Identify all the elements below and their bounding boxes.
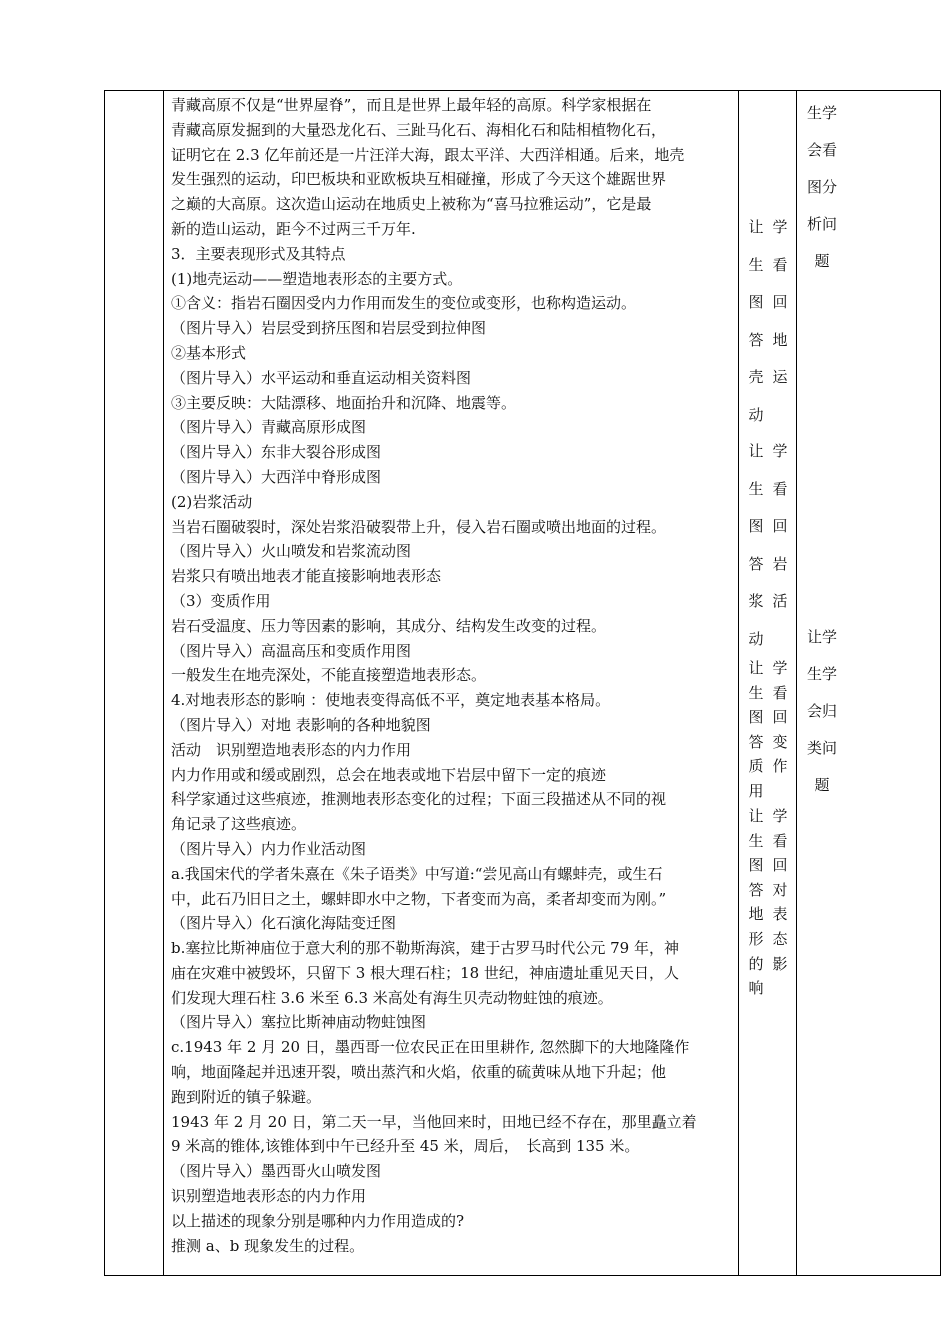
teaching-content [171,93,731,1258]
content-line: ①含义：指岩石圈因受内力作用而发生的变位或变形，也称构造运动。 [171,294,637,313]
design-intent-line: 图分 [806,178,837,196]
content-line: c.1943 年 2 月 20 日，墨西哥一位农民正在田里耕作, 忽然脚下的大地隆隆作 [171,1038,690,1057]
activity-left-chars: 让 生 图 答 壳 动 [748,218,764,424]
content-line: (1)地壳运动——塑造地表形态的主要方式。 [171,269,463,288]
content-line: （图片导入）化石演化海陆变迁图 [171,914,397,933]
content-line: 科学家通过这些痕迹，推测地表形态变化的过程；下面三段描述从不同的视 [171,790,667,809]
content-line: 发生强烈的运动，印巴板块和亚欧板块互相碰撞，形成了今天这个雄踞世界 [171,170,667,189]
content-line: 9 米高的锥体,该锥体到中午已经升至 45 米，周后， 长高到 135 米。 [171,1137,640,1156]
content-line: （图片导入）火山喷发和岩浆流动图 [171,542,412,561]
content-line: 之巅的大高原。这次造山运动在地质史上被称为“喜马拉雅运动”，它是最 [171,195,652,214]
content-line: （图片导入）墨西哥火山喷发图 [171,1162,382,1181]
design-intent-bottom [803,619,841,804]
content-line: 们发现大理石柱 3.6 米至 6.3 米高处有海生贝壳动物蛀蚀的痕迹。 [171,988,613,1007]
content-line: 青藏高原发掘到的大量恐龙化石、三趾马化石、海相化石和陆相植物化石， [171,120,667,139]
design-intent-line: 题 [814,252,830,270]
design-intent-line: 类问 [806,739,837,757]
activity-right-chars: 学 看 回 变 作 [772,659,788,776]
content-line: 内力作用或和缓或剧烈，总会在地表或地下岩层中留下一定的痕迹 [171,765,607,784]
content-line: 3．主要表现形式及其特点 [171,244,346,263]
column-divider [738,91,739,1275]
content-line: 一般发生在地壳深处，不能直接塑造地表形态。 [171,666,487,685]
activity-right-chars: 学 看 回 对 表 态 影 [772,807,788,973]
design-intent-line: 让学 [806,628,837,646]
content-line: （图片导入）青藏高原形成图 [171,418,367,437]
column-divider [163,91,164,1275]
design-intent-line: 生学 [806,665,837,683]
content-line: 岩浆只有喷出地表才能直接影响地表形态 [171,567,442,586]
content-line: 中，此石乃旧日之土，螺蚌即水中之物，下者变而为高，柔者却变而为刚。” [171,889,667,908]
column-divider [796,91,797,1275]
content-line: ③主要反映：大陆漂移、地面抬升和沉降、地震等。 [171,393,517,412]
content-line: b.塞拉比斯神庙位于意大利的那不勒斯海滨，建于古罗马时代公元 79 年，神 [171,939,679,958]
design-intent-line: 生学 [806,104,837,122]
design-intent-top [803,95,841,280]
content-line: 庙在灾难中被毁坏，只留下 3 根大理石柱；18 世纪，神庙遗址重见天日，人 [171,963,679,982]
content-line: 活动 识别塑造地表形态的内力作用 [171,740,412,759]
design-intent-line: 题 [814,776,830,794]
design-intent-line: 会归 [806,702,837,720]
content-line: （3）变质作用 [171,591,271,610]
design-intent-line: 会看 [806,141,837,159]
content-line: 4.对地表形态的影响 ：使地表变得高低不平，奠定地表基本格局。 [171,691,611,710]
content-line: 青藏高原不仅是“世界屋脊”，而且是世界上最年轻的高原。科学家根据在 [171,96,652,114]
content-line: 证明它在 2.3 亿年前还是一片汪洋大海，跟太平洋、大西洋相通。后来，地壳 [171,145,685,164]
content-line: （图片导入）高温高压和变质作用图 [171,641,412,660]
activity-right-chars: 学 看 回 地 运 [772,218,788,386]
content-line: 以上描述的现象分别是哪种内力作用造成的? [171,1211,465,1230]
content-line: （图片导入）大西洋中脊形成图 [171,467,382,486]
content-line: （图片导入）塞拉比斯神庙动物蛀蚀图 [171,1013,427,1032]
content-line: （图片导入）水平运动和垂直运动相关资料图 [171,368,472,387]
activity-right-chars: 学 看 回 岩 活 [772,442,788,610]
content-line: （图片导入）岩层受到挤压图和岩层受到拉伸图 [171,319,487,338]
activity-left-chars: 让 生 图 答 地 形 的 响 [748,807,764,998]
content-line: 角记录了这些痕迹。 [171,815,307,834]
activity-left-chars: 让 生 图 答 浆 动 [748,442,764,648]
content-line: 跑到附近的镇子躲避。 [171,1087,322,1106]
content-line: （图片导入）对地 表影响的各种地貌图 [171,715,431,734]
content-line: 岩石受温度、压力等因素的影响，其成分、结构发生改变的过程。 [171,616,607,635]
content-line: 识别塑造地表形态的内力作用 [171,1187,367,1206]
content-line: （图片导入）内力作业活动图 [171,839,367,858]
content-line: 当岩石圈破裂时，深处岩浆沿破裂带上升，侵入岩石圈或喷出地面的过程。 [171,517,667,536]
content-line: 响，地面隆起并迅速开裂，喷出蒸汽和火焰，依重的硫黄味从地下升起；他 [171,1063,667,1082]
content-line: 1943 年 2 月 20 日，第二天一早，当他回来时，田地已经不存在，那里矗立着 [171,1112,697,1131]
lesson-table [104,90,941,1276]
content-line: （图片导入）东非大裂谷形成图 [171,443,382,462]
activity-left-chars: 让 生 图 答 质 用 [748,659,764,800]
content-line: ②基本形式 [171,343,247,362]
content-line: 推测 a、b 现象发生的过程。 [171,1236,365,1255]
content-line: 新的造山运动，距今不过两三千万年. [171,219,416,238]
content-line: a.我国宋代的学者朱熹在《朱子语类》中写道:“尝见高山有螺蚌壳，或生石 [171,864,663,883]
design-intent-line: 析问 [806,215,837,233]
content-line: (2)岩浆活动 [171,492,253,511]
